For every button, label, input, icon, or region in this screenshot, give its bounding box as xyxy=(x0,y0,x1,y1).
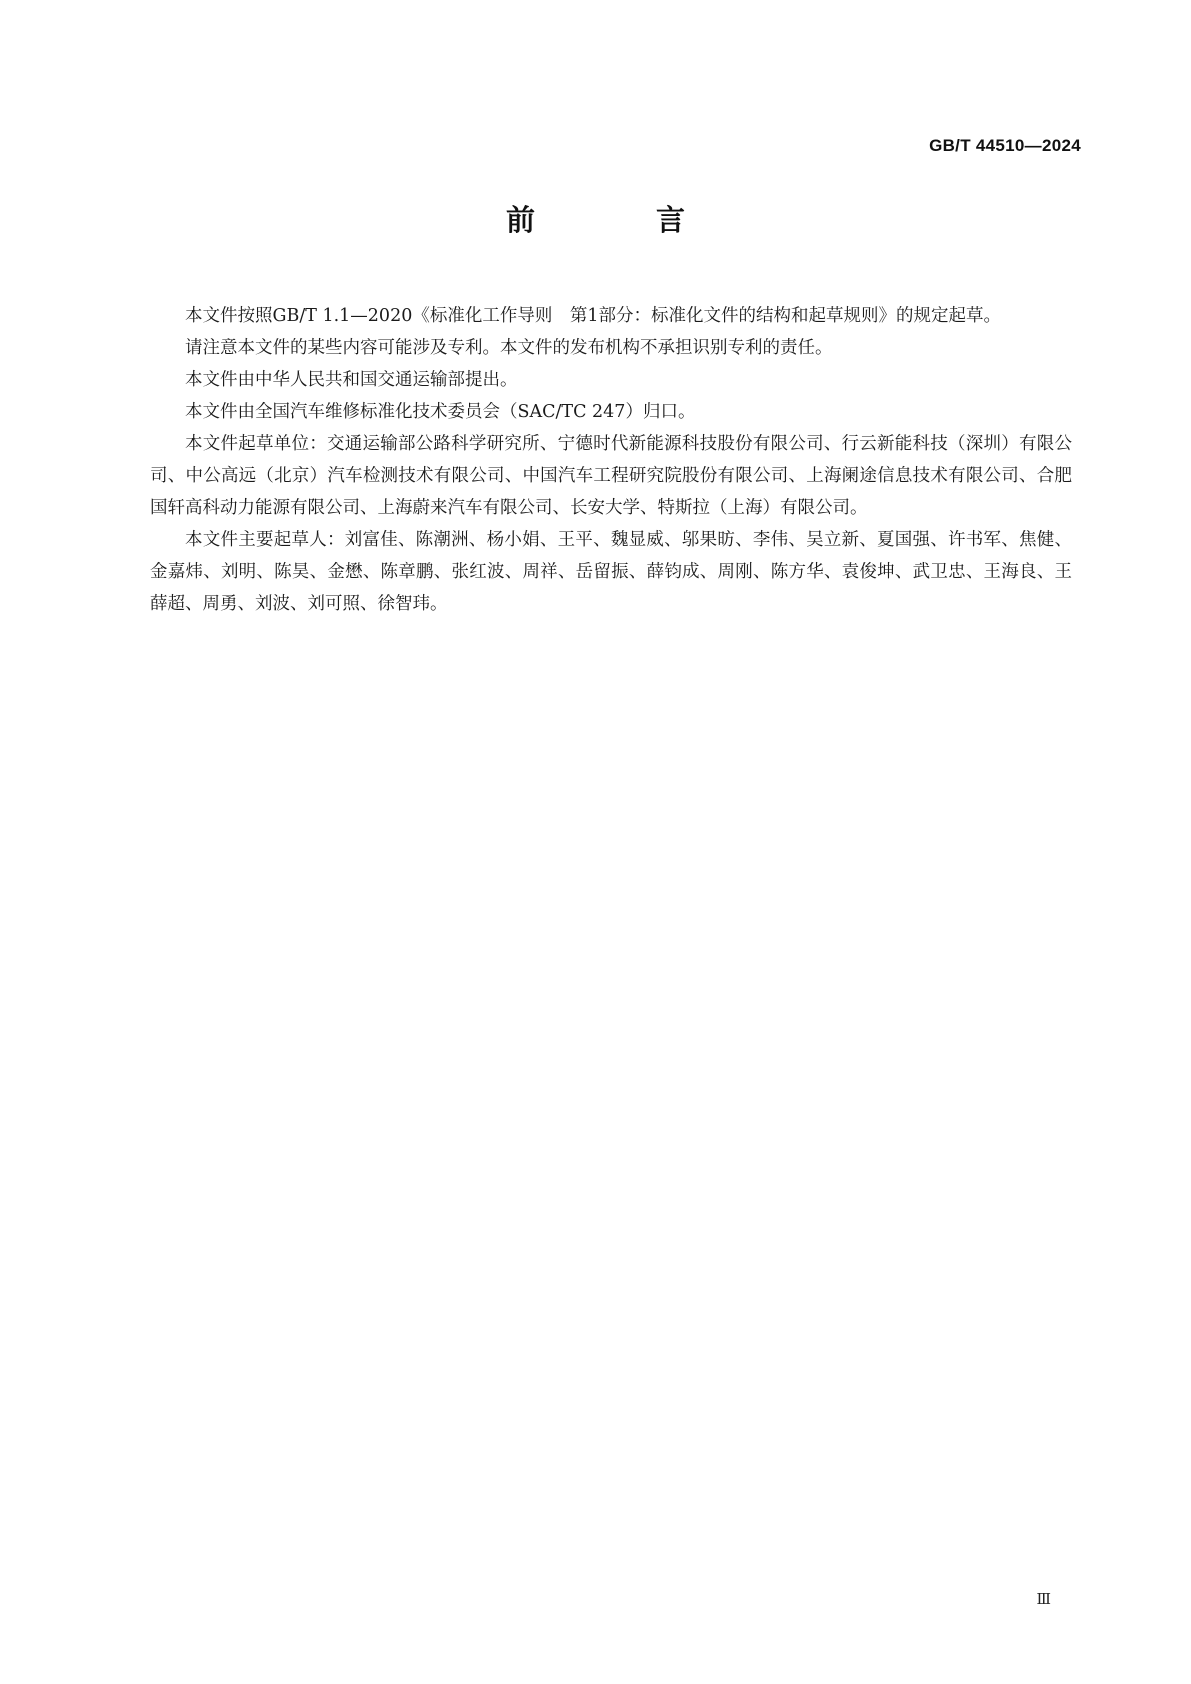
page-number: Ⅲ xyxy=(1036,1590,1051,1608)
paragraph-drafting-rules: 本文件按照GB/T 1.1—2020《标准化工作导则 第1部分：标准化文件的结构和起草规则》的规定起草。 xyxy=(185,306,1001,326)
paragraph-drafting-units: 本文件起草单位：交通运输部公路科学研究所、宁德时代新能源科技股份有限公司、行云新能科技（深圳）有限公司、中公高远（北京）汽车检测技术有限公司、中国汽车工程研究院股份有限公司、上海阑途信息技术有限公司、合肥国轩高科动力能源有限公司、上海蔚来汽车有限公司、长安大学、特斯拉（上海）有限公司。 xyxy=(150,434,1072,518)
paragraph-proposer: 本文件由中华人民共和国交通运输部提出。 xyxy=(185,370,518,390)
standard-number: GB/T 44510—2024 xyxy=(929,136,1081,155)
foreword-body xyxy=(150,300,1072,620)
paragraph-drafters: 本文件主要起草人：刘富佳、陈潮洲、杨小娟、王平、魏显威、邬果昉、李伟、吴立新、夏国强、许书军、焦健、金嘉炜、刘明、陈昊、金懋、陈章鹏、张红波、周祥、岳留振、薛钧成、周刚、陈方华、袁俊坤、武卫忠、王海良、王薛超、周勇、刘波、刘可照、徐智玮。 xyxy=(150,530,1072,614)
page-title: 前 言 xyxy=(505,203,731,237)
paragraph-committee: 本文件由全国汽车维修标准化技术委员会（SAC/TC 247）归口。 xyxy=(185,402,696,422)
paragraph-patent-notice: 请注意本文件的某些内容可能涉及专利。本文件的发布机构不承担识别专利的责任。 xyxy=(185,338,833,358)
